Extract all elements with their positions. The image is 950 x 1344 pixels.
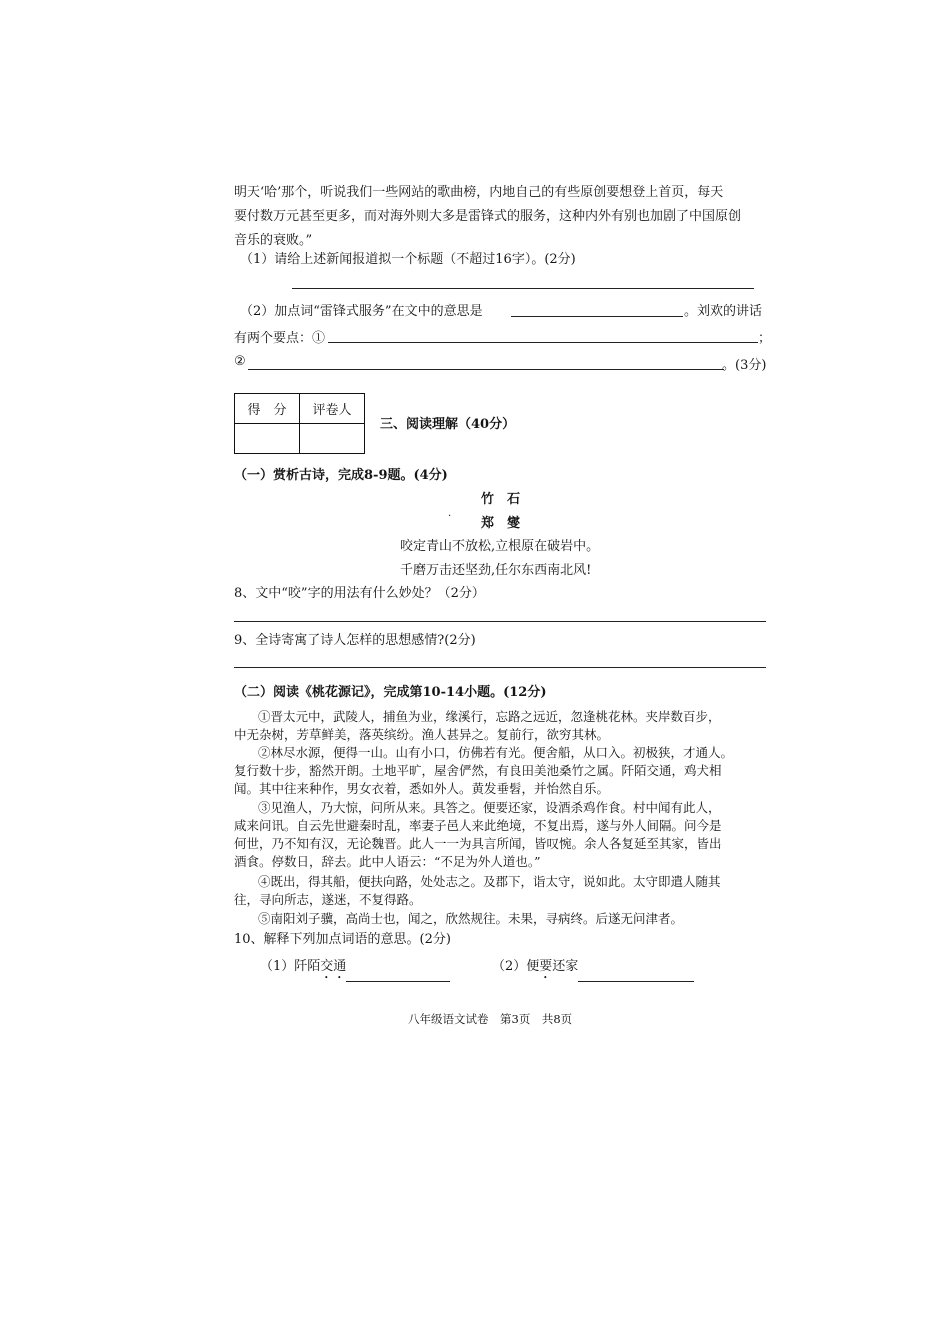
passage-line: ②林尽水源，便得一山。山有小口，仿佛若有光。便舍船，从口入。初极狭，才通人。 [258, 745, 734, 760]
reading-section-heading: （二）阅读《桃花源记》，完成第10-14小题。(12分) [234, 685, 547, 700]
q10-item-2-prefix: （2）便 [492, 959, 540, 974]
poem-line: 千磨万击还坚劲,任尔东西南北风! [400, 563, 592, 578]
poem-section-heading: （一）赏析古诗，完成8-9题。(4分) [234, 468, 448, 483]
answer-line-q9[interactable] [234, 667, 766, 668]
answer-line-q8[interactable] [234, 621, 766, 622]
q10-item-1 [260, 955, 450, 982]
passage-line: ③见渔人，乃大惊，问所从来。具答之。便要还家，设酒杀鸡作食。村中闻有此人， [258, 800, 721, 815]
intro-line: 明天‘哈’那个，听说我们一些网站的歌曲榜，内地自己的有些原创要想登上首页，每天 [234, 185, 724, 200]
passage-line: 何世，乃不知有汉，无论魏晋。此人一一为具言所闻，皆叹惋。余人各复延至其家，皆出 [234, 836, 722, 851]
question-2-part-a: （2）加点词“雷锋式服务”在文中的意思是 [240, 304, 483, 319]
page-footer: 八年级语文试卷 第3页 共8页 [408, 1012, 573, 1026]
q10-item-2-suffix: 还家 [552, 959, 579, 974]
passage-line: 往，寻向所志，遂迷，不复得路。 [234, 892, 422, 907]
passage-line: 酒食。停数日，辞去。此中人语云：“不足为外人道也。” [234, 854, 541, 869]
poem-title: 竹 石 [481, 492, 521, 507]
answer-line-q1[interactable] [292, 288, 754, 289]
passage-line: 闻。其中往来种作，男女衣着，悉如外人。黄发垂髫，并怡然自乐。 [234, 781, 610, 796]
q10-item-2 [492, 955, 694, 982]
passage-line: 中无杂树，芳草鲜美，落英缤纷。渔人甚异之。复前行，欲穷其林。 [234, 727, 610, 742]
question-2-part-c: 有两个要点：① [234, 331, 326, 346]
grader-header: 评卷人 [300, 394, 365, 424]
passage-line: ①晋太元中，武陵人，捕鱼为业，缘溪行，忘路之远近，忽逢桃花林。夹岸数百步， [258, 709, 721, 724]
question-2-part-f: 。(3分) [722, 358, 767, 373]
passage-line: 咸来问讯。自云先世避秦时乱，率妻子邑人来此绝境，不复出焉，遂与外人间隔。问今是 [234, 818, 722, 833]
question-2-part-e: ② [234, 354, 246, 369]
answer-line-q2-meaning[interactable] [511, 316, 683, 317]
passage-line: ④既出，得其船，便扶向路，处处志之。及郡下，诣太守，说如此。太守即遣人随其 [258, 874, 721, 889]
question-8: 8、文中“咬”字的用法有什么妙处？（2分） [234, 586, 485, 601]
grader-cell[interactable] [300, 424, 365, 454]
score-cell[interactable] [235, 424, 300, 454]
score-table [234, 393, 365, 454]
q10-item-1-prefix: （1）阡陌 [260, 959, 321, 974]
poem-author: 郑 燮 [481, 516, 521, 531]
answer-line-q10-1[interactable] [346, 967, 450, 982]
answer-line-q2-point2[interactable] [248, 369, 724, 370]
answer-line-q2-point1[interactable] [328, 342, 758, 343]
question-9: 9、全诗寄寓了诗人怎样的思想感情?(2分) [234, 633, 476, 648]
passage-line: 复行数十步，豁然开朗。土地平旷，屋舍俨然，有良田美池桑竹之属。阡陌交通，鸡犬相 [234, 763, 722, 778]
q10-item-2-dotted-word: 要 [539, 959, 553, 974]
question-2-part-b: 。刘欢的讲话 [684, 304, 763, 319]
answer-line-q10-2[interactable] [578, 967, 694, 982]
question-2-part-d: ； [758, 331, 772, 346]
intro-line: 要付数万元甚至更多，而对海外则大多是雷锋式的服务，这种内外有别也加剧了中国原创 [234, 209, 742, 224]
poem-line: 咬定青山不放松,立根原在破岩中。 [400, 539, 600, 554]
q10-item-1-dotted-word: 交通 [320, 959, 347, 974]
section-3-heading: 三、阅读理解（40分） [380, 417, 516, 432]
intro-line: 音乐的衰败。” [234, 233, 313, 248]
decorative-dot: · [448, 511, 452, 522]
question-1: （1）请给上述新闻报道拟一个标题（不超过16字）。(2分) [240, 252, 576, 267]
question-10: 10、解释下列加点词语的意思。(2分) [234, 932, 451, 947]
score-header: 得 分 [235, 394, 300, 424]
passage-line: ⑤南阳刘子骥，高尚士也，闻之，欣然规往。未果，寻病终。后遂无问津者。 [258, 911, 684, 926]
